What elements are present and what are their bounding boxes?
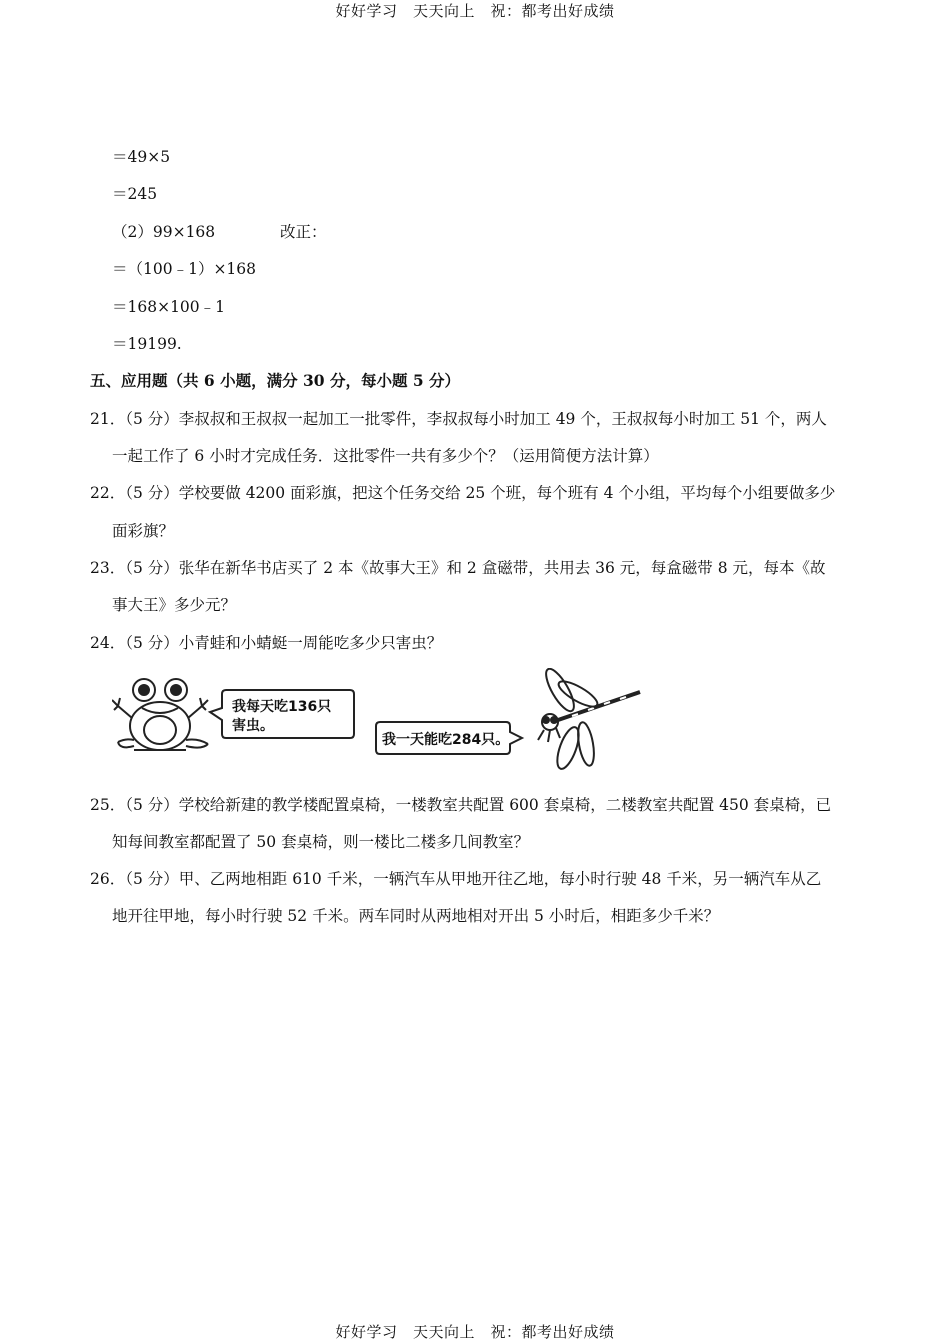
dragonfly-bubble-text: 我一天能吃284只。 xyxy=(382,732,510,748)
work-correction-label: 改正： xyxy=(280,223,327,241)
work-line-1: ＝49×5 xyxy=(112,148,171,166)
question-24-illustration xyxy=(112,668,652,772)
work-line-3: （2）99×168 xyxy=(112,223,216,241)
page-footer: 好好学习 天天向上 祝：都考出好成绩 xyxy=(335,1323,615,1341)
question-23-line-1: 23．（5 分）张华在新华书店买了 2 本《故事大王》和 2 盒磁带，共用去 36 元，每盒磁带 8 元，每本《故 xyxy=(90,559,826,577)
question-23-line-2: 事大王》多少元？ xyxy=(112,596,237,614)
work-line-6: ＝19199. xyxy=(112,335,182,353)
question-22-line-2: 面彩旗？ xyxy=(112,522,175,540)
question-26-line-2: 地开往甲地，每小时行驶 52 千米。两车同时从两地相对开出 5 小时后，相距多少千米？ xyxy=(112,907,720,925)
frog-speech-bubble xyxy=(210,690,354,738)
work-line-4: ＝（100﹣1）×168 xyxy=(112,260,257,278)
page-header: 好好学习 天天向上 祝：都考出好成绩 xyxy=(335,2,615,20)
frog-bubble-text-1: 我每天吃136只 xyxy=(232,699,332,715)
question-21-line-1: 21．（5 分）李叔叔和王叔叔一起加工一批零件，李叔叔每小时加工 49 个，王叔叔每小时加工 51 个，两人 xyxy=(90,410,827,428)
work-line-2: ＝245 xyxy=(112,185,158,203)
section-title: 五、应用题（共 6 小题，满分 30 分，每小题 5 分） xyxy=(90,371,461,390)
question-25-line-2: 知每间教室都配置了 50 套桌椅，则一楼比二楼多几间教室？ xyxy=(112,833,530,851)
frog-bubble-text-2: 害虫。 xyxy=(232,718,274,734)
question-21-line-2: 一起工作了 6 小时才完成任务．这批零件一共有多少个？（运用简便方法计算） xyxy=(112,447,659,465)
question-22-line-1: 22．（5 分）学校要做 4200 面彩旗，把这个任务交给 25 个班，每个班有 4 个小组，平均每个小组要做多少 xyxy=(90,484,836,502)
question-26-line-1: 26．（5 分）甲、乙两地相距 610 千米，一辆汽车从甲地开往乙地，每小时行驶 48 千米，另一辆汽车从乙 xyxy=(90,870,822,888)
work-line-5: ＝168×100﹣1 xyxy=(112,298,226,316)
frog-icon xyxy=(112,679,208,750)
question-24-line-1: 24．（5 分）小青蛙和小蜻蜓一周能吃多少只害虫？ xyxy=(90,634,443,652)
question-25-line-1: 25．（5 分）学校给新建的教学楼配置桌椅，一楼教室共配置 600 套桌椅，二楼教室共配置 450 套桌椅，已 xyxy=(90,796,832,814)
dragonfly-speech-bubble xyxy=(376,722,522,754)
dragonfly-icon xyxy=(538,668,640,771)
